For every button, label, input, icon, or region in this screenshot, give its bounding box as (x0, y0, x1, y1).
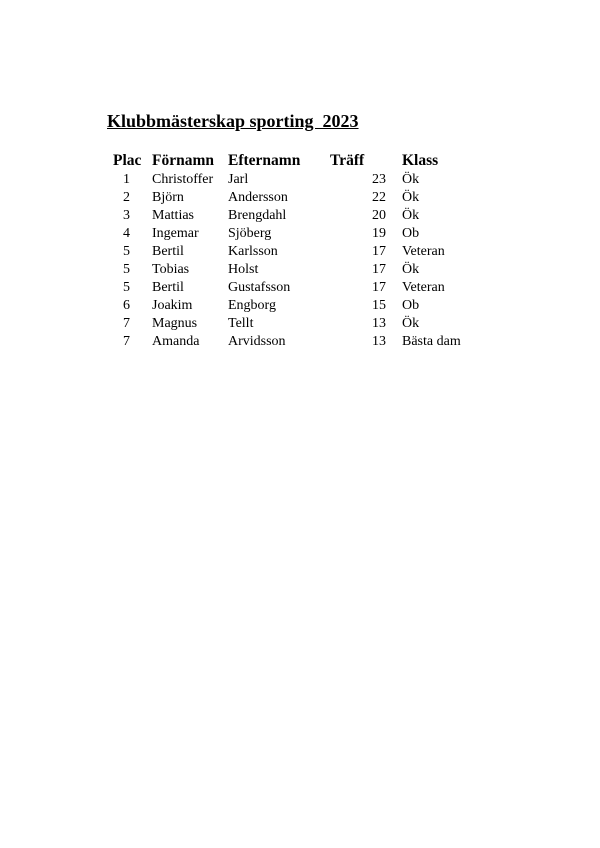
cell-fornamn: Mattias (152, 208, 194, 223)
cell-traff: 20 (372, 208, 386, 223)
cell-efternamn: Tellt (228, 316, 254, 331)
cell-fornamn: Tobias (152, 262, 190, 277)
header-plac: Plac (113, 152, 142, 169)
table-row (113, 189, 482, 207)
table-row (113, 171, 482, 189)
cell-efternamn: Engborg (228, 298, 276, 313)
cell-klass: Bästa dam (402, 334, 461, 349)
cell-plac: 4 (123, 226, 130, 241)
cell-plac: 7 (123, 334, 130, 349)
cell-traff: 13 (372, 334, 386, 349)
cell-plac: 5 (123, 262, 130, 277)
cell-klass: Ök (402, 172, 420, 187)
cell-plac: 6 (123, 298, 130, 313)
cell-klass: Ök (402, 262, 420, 277)
cell-klass: Ök (402, 208, 420, 223)
cell-fornamn: Bertil (152, 244, 184, 259)
cell-klass: Ob (402, 226, 420, 241)
table-row (113, 297, 482, 315)
table-header-row (113, 150, 482, 171)
cell-efternamn: Karlsson (228, 244, 278, 259)
cell-traff: 17 (372, 280, 386, 295)
cell-plac: 3 (123, 208, 130, 223)
table-row (113, 333, 482, 351)
cell-traff: 17 (372, 262, 386, 277)
table-row (113, 315, 482, 333)
cell-fornamn: Amanda (152, 334, 200, 349)
header-traff: Träff (330, 152, 365, 169)
cell-efternamn: Brengdahl (228, 208, 287, 223)
page-title: Klubbmästerskap sporting 2023 (107, 111, 359, 131)
cell-traff: 19 (372, 226, 386, 241)
cell-fornamn: Magnus (152, 316, 198, 331)
cell-fornamn: Ingemar (152, 226, 199, 241)
cell-fornamn: Christoffer (152, 172, 214, 187)
cell-traff: 23 (372, 172, 386, 187)
cell-klass: Ob (402, 298, 420, 313)
cell-plac: 1 (123, 172, 130, 187)
cell-efternamn: Gustafsson (228, 280, 291, 295)
cell-efternamn: Andersson (228, 190, 288, 205)
cell-efternamn: Sjöberg (228, 226, 272, 241)
cell-traff: 13 (372, 316, 386, 331)
table-row (113, 279, 482, 297)
cell-efternamn: Jarl (228, 172, 249, 187)
cell-klass: Ök (402, 316, 420, 331)
cell-plac: 5 (123, 280, 130, 295)
table-row (113, 225, 482, 243)
cell-plac: 2 (123, 190, 130, 205)
header-efternamn: Efternamn (228, 152, 301, 169)
results-table (113, 150, 482, 351)
cell-fornamn: Joakim (152, 298, 193, 313)
cell-traff: 15 (372, 298, 386, 313)
cell-efternamn: Arvidsson (228, 334, 286, 349)
cell-fornamn: Björn (152, 190, 184, 205)
table-row (113, 243, 482, 261)
cell-traff: 22 (372, 190, 386, 205)
cell-plac: 5 (123, 244, 130, 259)
cell-traff: 17 (372, 244, 386, 259)
cell-klass: Veteran (402, 280, 445, 295)
cell-plac: 7 (123, 316, 130, 331)
cell-efternamn: Holst (228, 262, 259, 277)
table-row (113, 207, 482, 225)
header-fornamn: Förnamn (152, 152, 214, 169)
table-row (113, 261, 482, 279)
cell-klass: Ök (402, 190, 420, 205)
header-klass: Klass (402, 152, 439, 169)
cell-klass: Veteran (402, 244, 445, 259)
cell-fornamn: Bertil (152, 280, 184, 295)
